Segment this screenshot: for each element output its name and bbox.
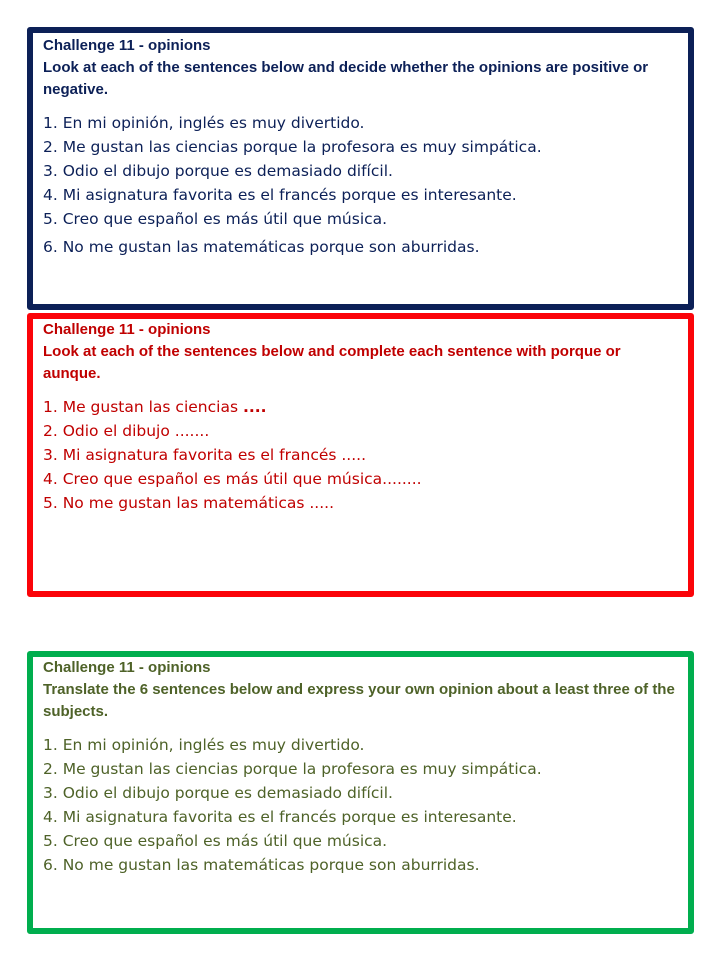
sentence-item: 5. No me gustan las matemáticas ..... — [43, 494, 335, 512]
card-title: Challenge 11 - opinions — [43, 659, 211, 676]
card-instruction: Look at each of the sentences below and decide whether the opinions are positive or negative. — [43, 59, 649, 98]
card-instruction: Translate the 6 sentences below and express your own opinion about a least three of the subjects. — [43, 681, 675, 720]
sentence-item: 2. Me gustan las ciencias porque la profesora es muy simpática. — [43, 760, 542, 778]
sentence-item: 5. Creo que español es más útil que música. — [43, 832, 388, 850]
sentence-item: 4. Mi asignatura favorita es el francés porque es interesante. — [43, 186, 517, 204]
sentence-list — [43, 733, 678, 877]
sentence-item: 2. Odio el dibujo ....... — [43, 422, 210, 440]
sentence-item: 3. Mi asignatura favorita es el francés ..... — [43, 446, 367, 464]
sentence-list — [43, 111, 678, 259]
challenge-card-opinions-positive-negative — [27, 27, 694, 310]
card-title: Challenge 11 - opinions — [43, 321, 211, 338]
challenge-card-porque-aunque — [27, 313, 694, 597]
sentence-item: 4. Creo que español es más útil que música........ — [43, 470, 422, 488]
sentence-item: 2. Me gustan las ciencias porque la profesora es muy simpática. — [43, 138, 542, 156]
sentence-item — [43, 395, 678, 419]
card-title: Challenge 11 - opinions — [43, 37, 211, 54]
sentence-text: 1. Me gustan las ciencias — [43, 398, 243, 416]
challenge-card-translate — [27, 651, 694, 934]
sentence-blank: .... — [242, 398, 267, 416]
sentence-list — [43, 395, 678, 515]
sentence-item: 3. Odio el dibujo porque es demasiado difícil. — [43, 162, 393, 180]
sentence-item: 5. Creo que español es más útil que música. — [43, 210, 388, 228]
card-instruction: Look at each of the sentences below and complete each sentence with porque or aunque. — [43, 343, 621, 382]
sentence-item: 1. En mi opinión, inglés es muy divertido. — [43, 736, 365, 754]
sentence-item: 3. Odio el dibujo porque es demasiado difícil. — [43, 784, 393, 802]
sentence-item: 4. Mi asignatura favorita es el francés porque es interesante. — [43, 808, 517, 826]
sentence-item: 6. No me gustan las matemáticas porque son aburridas. — [43, 856, 480, 874]
sentence-item: 6. No me gustan las matemáticas porque son aburridas. — [43, 238, 480, 256]
sentence-item: 1. En mi opinión, inglés es muy divertido. — [43, 114, 365, 132]
